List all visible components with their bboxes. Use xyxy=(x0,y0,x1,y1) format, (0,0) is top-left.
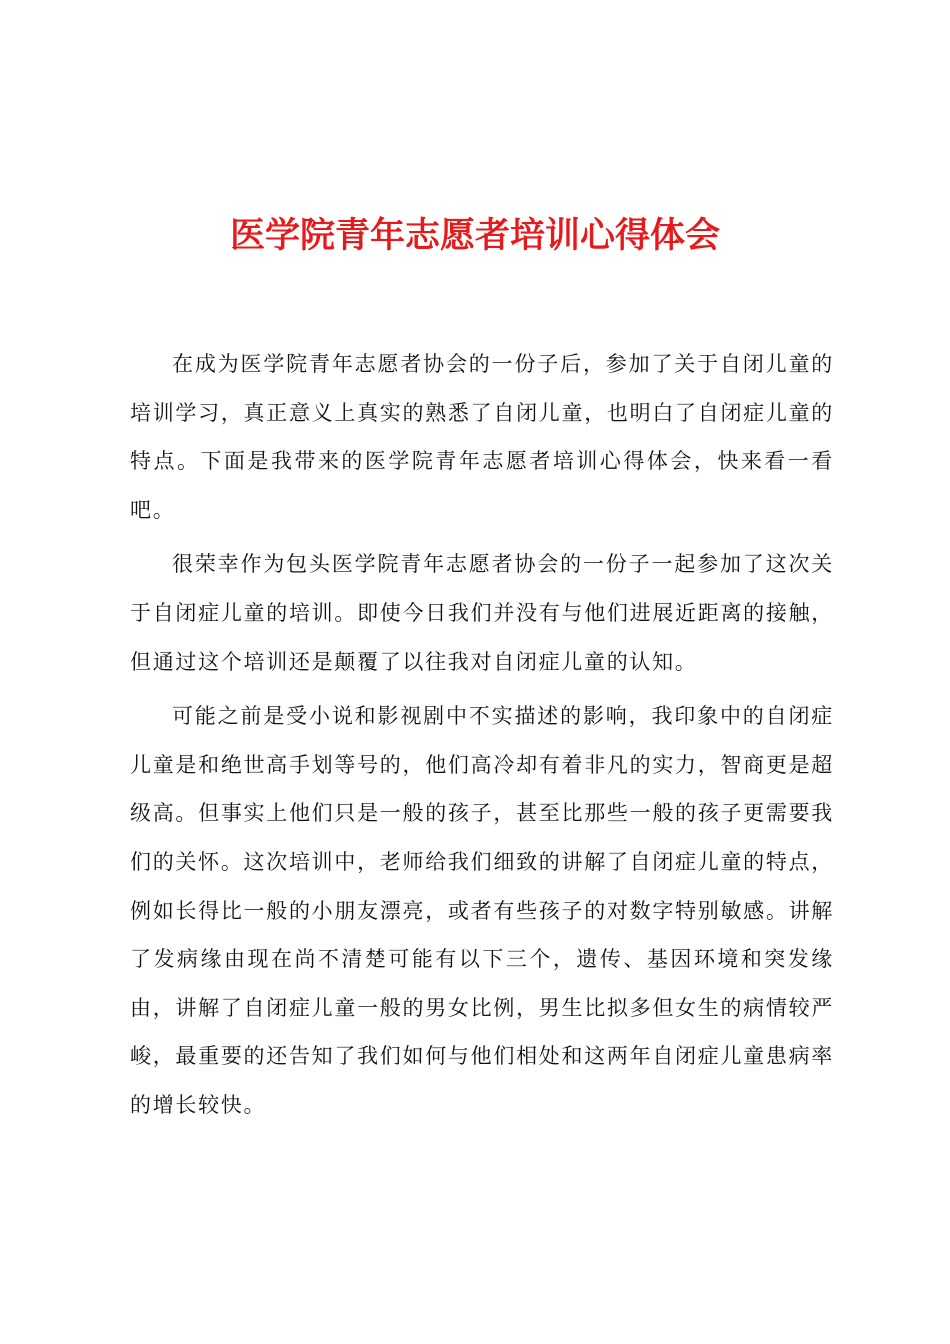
document-title: 医学院青年志愿者培训心得体会 xyxy=(229,215,720,256)
document-body xyxy=(130,340,834,1136)
paragraph-honor: 很荣幸作为包头医学院青年志愿者协会的一份子一起参加了这次关于自闭症儿童的培训。即使今日我们并没有与他们进展近距离的接触，但通过这个培训还是颠覆了以往我对自闭症儿童的认知。 xyxy=(130,552,834,674)
paragraph-impression: 可能之前是受小说和影视剧中不实描述的影响，我印象中的自闭症儿童是和绝世高手划等号的，他们高冷却有着非凡的实力，智商更是超级高。但事实上他们只是一般的孩子，甚至比那些一般的孩子更需要我们的关怀。这次培训中，老师给我们细致的讲解了自闭症儿童的特点，例如长得比一般的小朋友漂亮，或者有些孩子的对数字特别敏感。讲解了发病缘由现在尚不清楚可能有以下三个，遗传、基因环境和突发缘由，讲解了自闭症儿童一般的男女比例，男生比拟多但女生的病情较严峻，最重要的还告知了我们如何与他们相处和这两年自闭症儿童患病率的增长较快。 xyxy=(130,704,834,1117)
paragraph-intro: 在成为医学院青年志愿者协会的一份子后，参加了关于自闭儿童的培训学习，真正意义上真实的熟悉了自闭儿童，也明白了自闭症儿童的特点。下面是我带来的医学院青年志愿者培训心得体会，快来看一看吧。 xyxy=(130,352,834,522)
